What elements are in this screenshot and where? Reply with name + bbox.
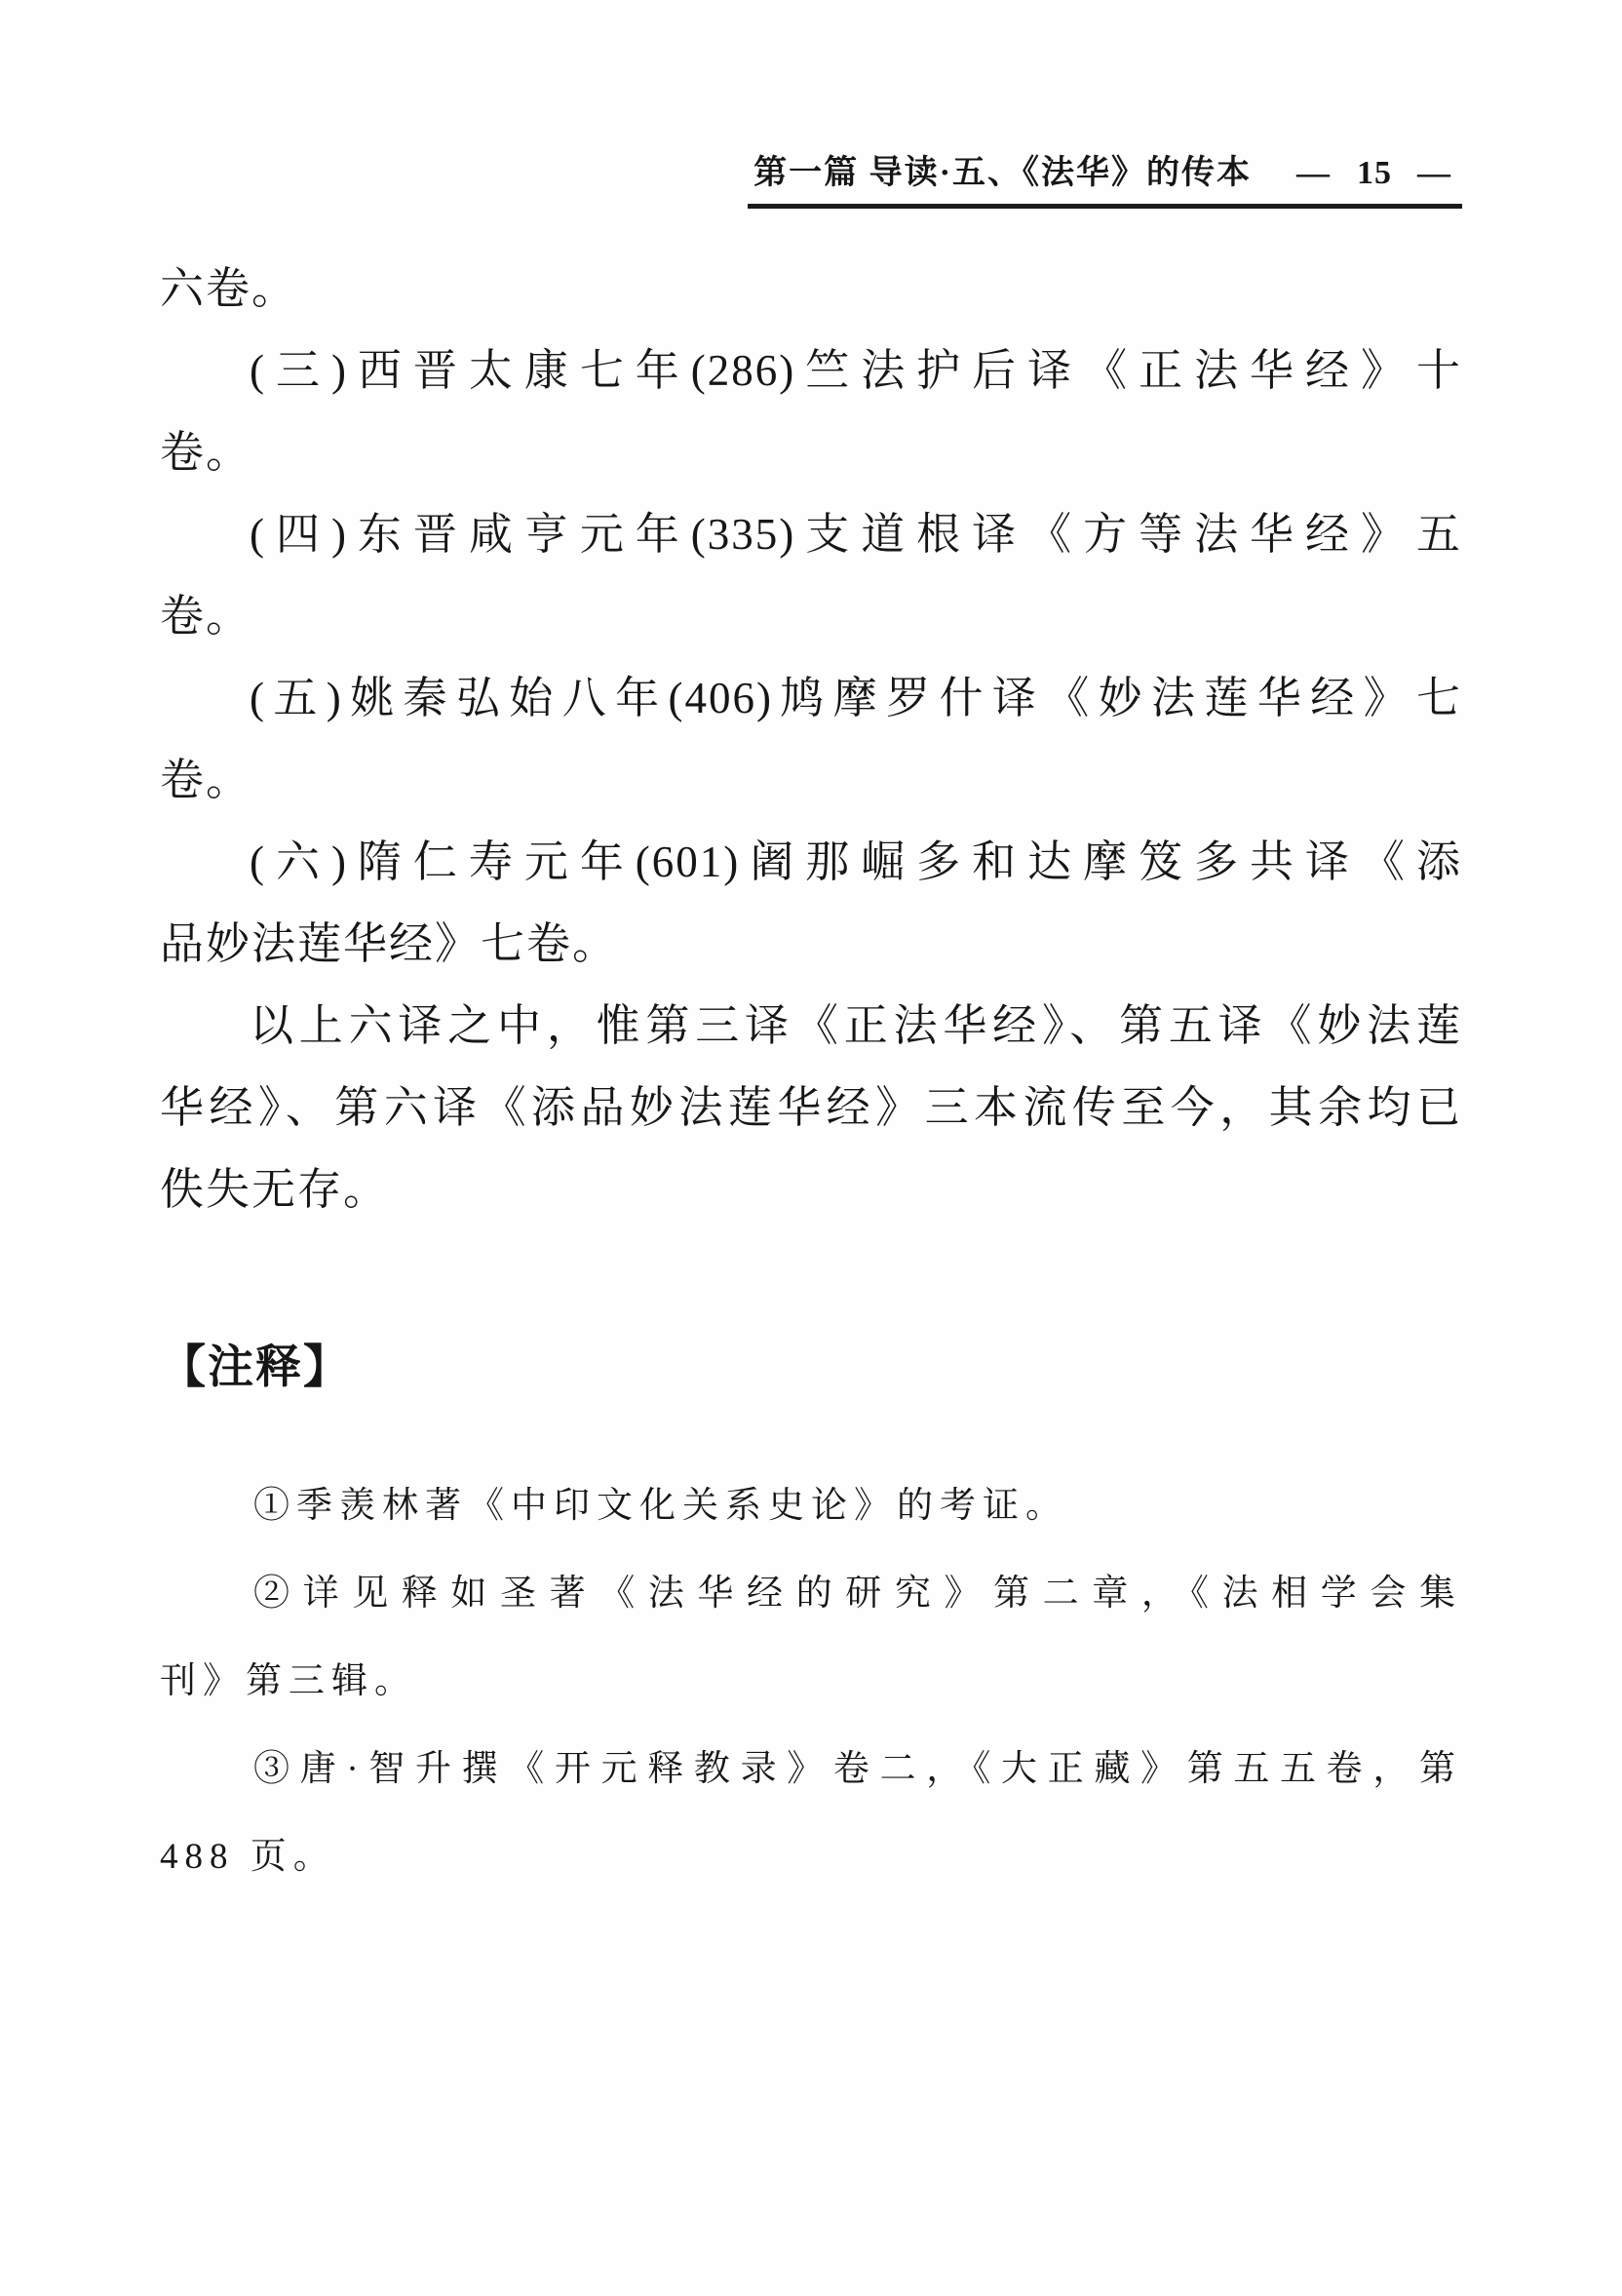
chapter-title: 第一篇 导读·五、《法华》的传本 bbox=[753, 155, 1252, 191]
page-number-dash-left: — bbox=[1296, 155, 1332, 191]
text-line: 卷。 bbox=[160, 592, 252, 641]
page-content bbox=[160, 154, 1462, 1901]
note-line: ②详见释如圣著《法华经的研究》第二章，《法相学会集 bbox=[253, 1574, 1462, 1614]
text-line: 卷。 bbox=[160, 428, 252, 477]
page-number-dash-right: — bbox=[1417, 155, 1452, 191]
text-line: (六)隋仁寿元年(601)阇那崛多和达摩笈多共译《添 bbox=[250, 837, 1462, 886]
text-line: 卷。 bbox=[160, 756, 252, 804]
note-line: ③唐·智升撰《开元释教录》卷二，《大正藏》第五五卷，第 bbox=[253, 1749, 1462, 1789]
text-line: 六卷。 bbox=[160, 264, 298, 313]
text-line: 华经》、第六译《添品妙法莲华经》三本流传至今，其余均已 bbox=[160, 1083, 1462, 1132]
body-text bbox=[160, 248, 1462, 1230]
text-line: 以上六译之中，惟第三译《正法华经》、第五译《妙法莲 bbox=[250, 1001, 1462, 1050]
header-rule bbox=[748, 154, 1462, 209]
notes-block bbox=[160, 1462, 1462, 1901]
note-line: ①季羡林著《中印文化关系史论》的考证。 bbox=[253, 1486, 1068, 1526]
page-header bbox=[160, 154, 1462, 209]
page-number: 15 bbox=[1357, 155, 1392, 191]
text-line: (三)西晋太康七年(286)竺法护后译《正法华经》十 bbox=[250, 346, 1462, 395]
note-line: 488 页。 bbox=[160, 1837, 336, 1877]
text-line: 品妙法莲华经》七卷。 bbox=[160, 919, 619, 968]
note-line: 刊》第三辑。 bbox=[160, 1661, 417, 1701]
text-line: (四)东晋咸亨元年(335)支道根译《方等法华经》五 bbox=[250, 510, 1462, 559]
text-line: 佚失无存。 bbox=[160, 1165, 390, 1214]
text-line: (五)姚秦弘始八年(406)鸠摩罗什译《妙法莲华经》七 bbox=[250, 674, 1462, 722]
notes-heading: 【注释】 bbox=[160, 1343, 351, 1393]
